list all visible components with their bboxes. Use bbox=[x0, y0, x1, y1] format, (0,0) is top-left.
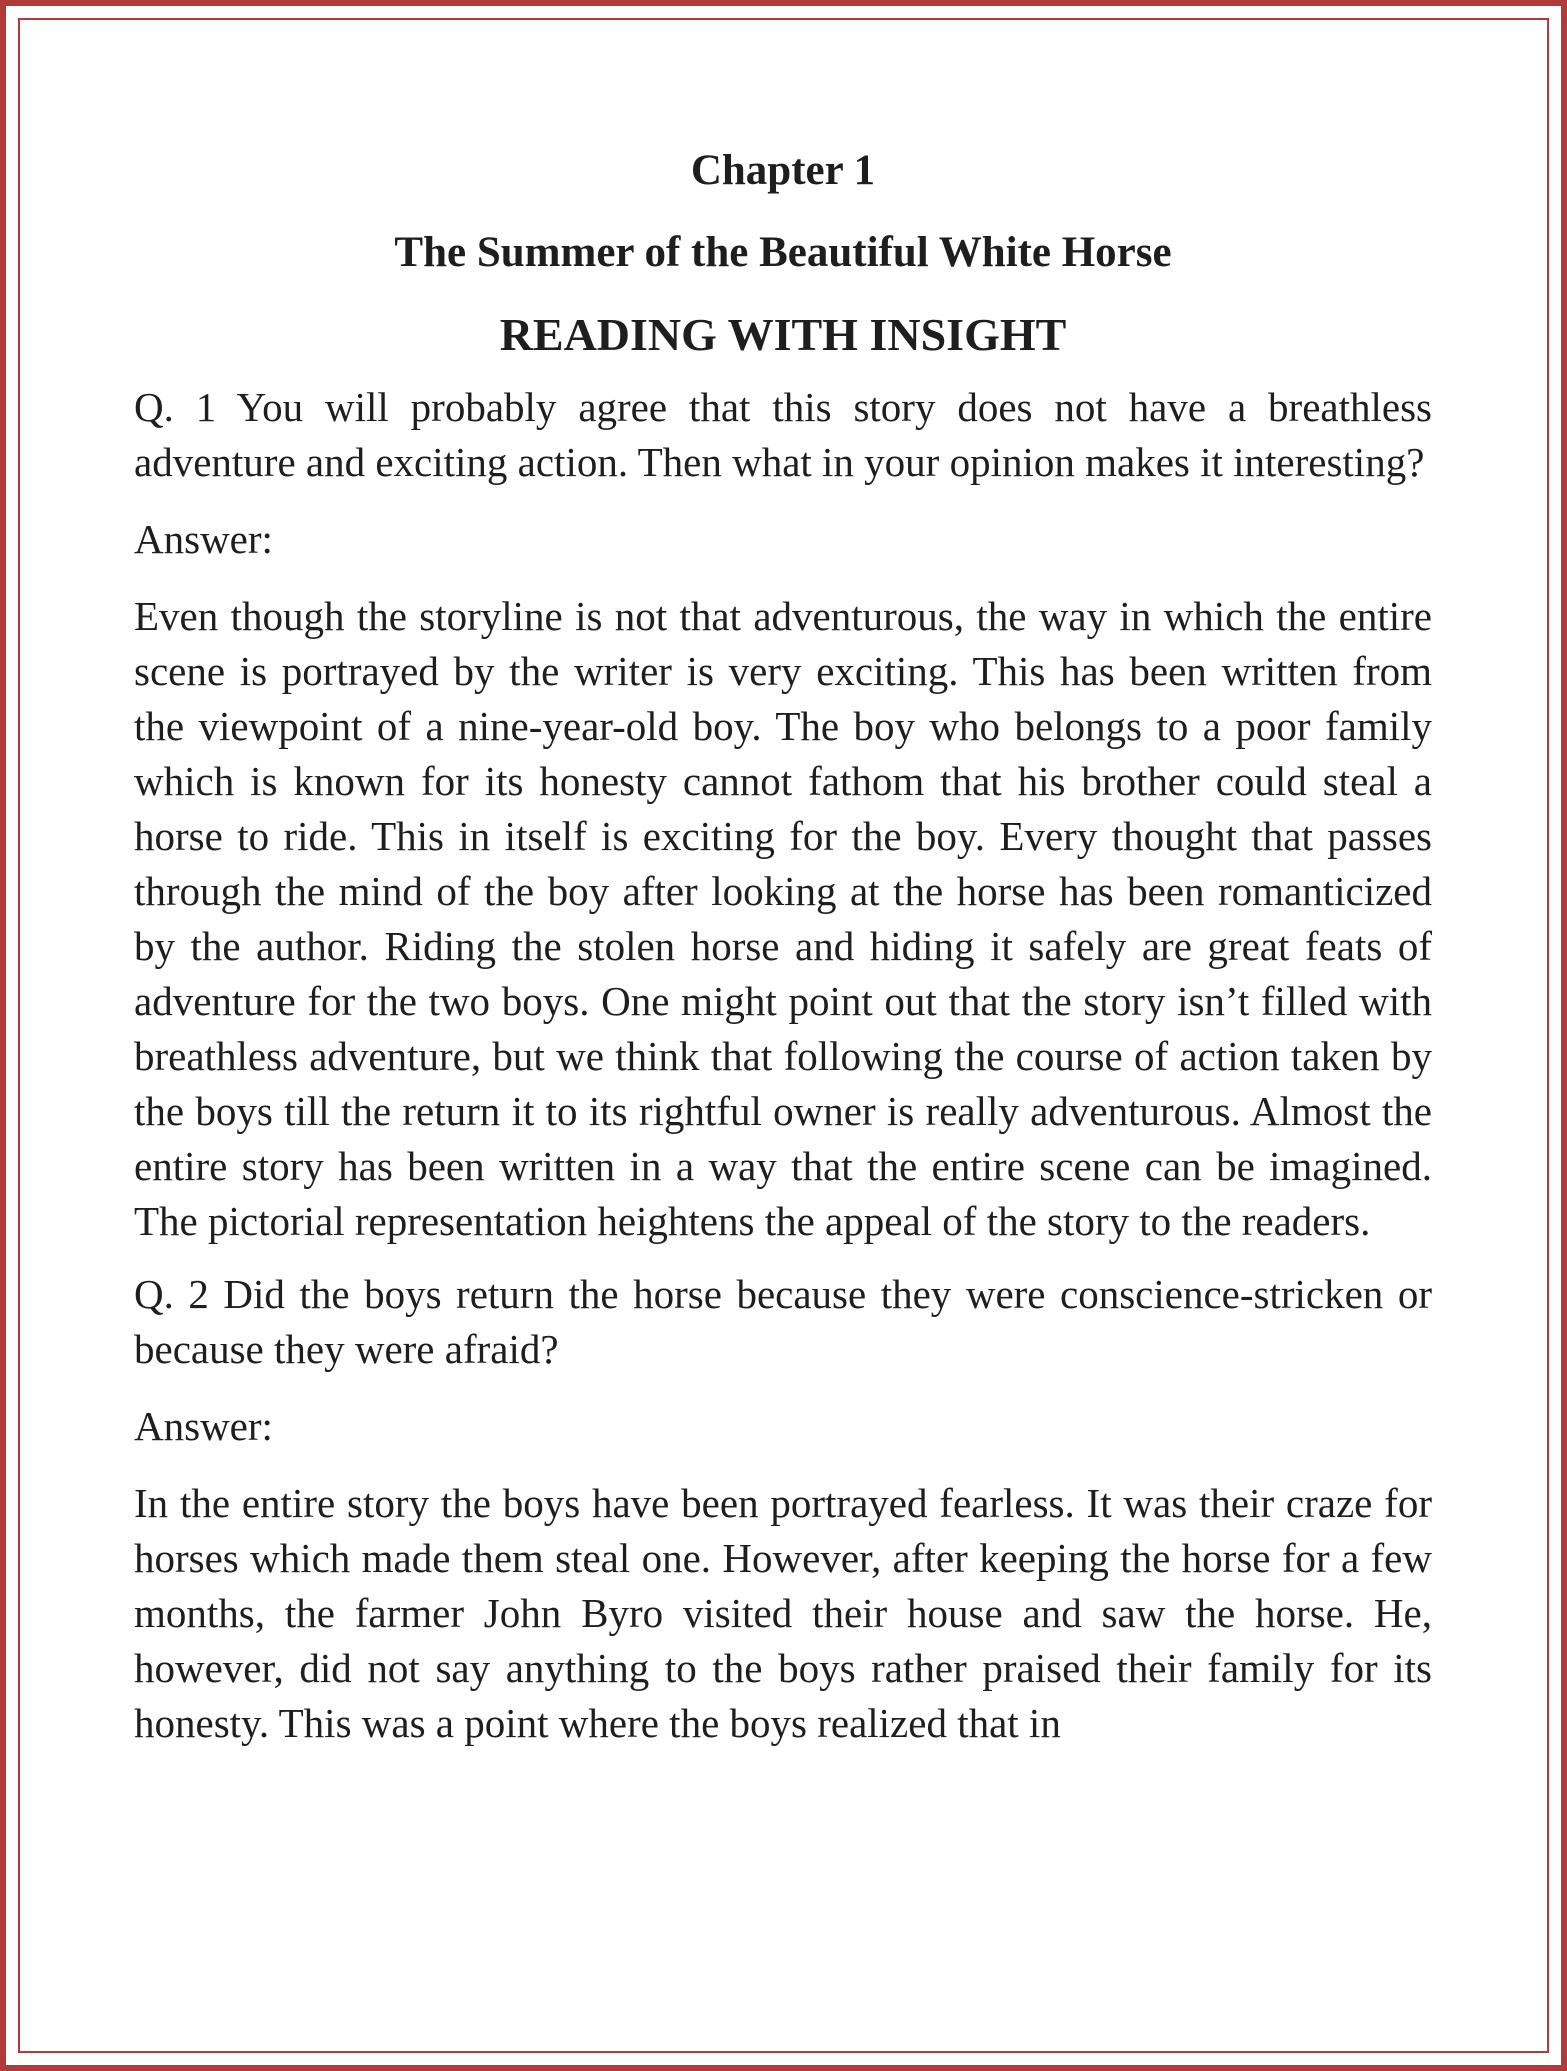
document-body bbox=[134, 130, 1432, 1751]
story-title: The Summer of the Beautiful White Horse bbox=[394, 229, 1172, 276]
section-heading: READING WITH INSIGHT bbox=[499, 309, 1067, 360]
answer-1-label: Answer: bbox=[134, 516, 273, 562]
question-2: Q. 2 Did the boys return the horse because they were conscience-stricken or because they were afraid? bbox=[134, 1271, 1432, 1372]
answer-2-label: Answer: bbox=[134, 1403, 273, 1449]
answer-1-text: Even though the storyline is not that adventurous, the way in which the entire scene is portrayed by the writer is very exciting. This has been written from the viewpoint of a nine-year-old boy. The boy who belongs to a poor family which is known for its honesty cannot fathom that his brother could steal a horse to ride. This in itself is exciting for the boy. Every thought that passes through the mind of the boy after looking at the horse has been romanticized by the author. Riding the stolen horse and hiding it safely are great feats of adventure for the two boys. One might point out that the story isn’t filled with breathless adventure, but we think that following the course of action taken by the boys till the return it to its rightful owner is really adventurous. Almost the entire story has been written in a way that the entire scene can be imagined. The pictorial representation heightens the appeal of the story to the readers. bbox=[134, 593, 1432, 1244]
answer-2-text: In the entire story the boys have been portrayed fearless. It was their craze for horses which made them steal one. However, after keeping the horse for a few months, the farmer John Byro visited their house and saw the horse. He, however, did not say anything to the boys rather praised their family for its honesty. This was a point where the boys realized that in bbox=[134, 1480, 1432, 1746]
question-1: Q. 1 You will probably agree that this story does not have a breathless adventure and exciting action. Then what in your opinion makes it interesting? bbox=[134, 384, 1432, 485]
chapter-heading: Chapter 1 bbox=[690, 147, 876, 194]
